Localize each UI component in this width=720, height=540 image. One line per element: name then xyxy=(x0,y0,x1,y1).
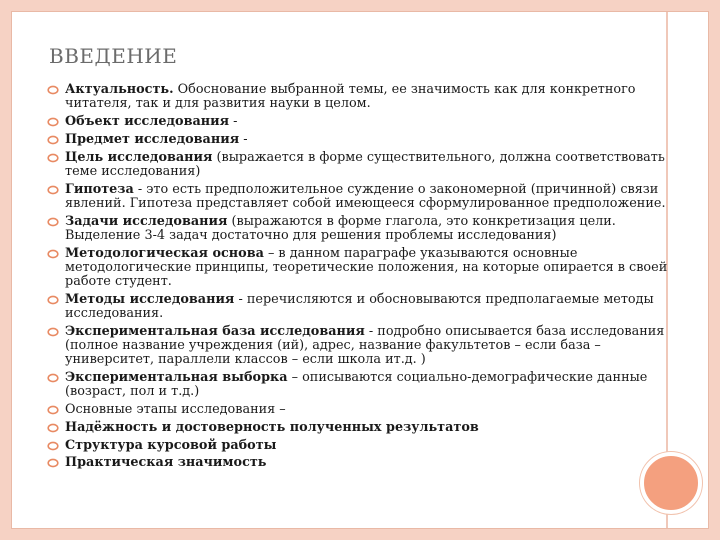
bullet-text: - перечисляются и обосновываются предполагаемые методы исследования. xyxy=(65,291,654,321)
ring-bullet-icon xyxy=(47,373,59,383)
ring-bullet-icon xyxy=(47,117,59,127)
bullet-text: – описываются социально-демографические данные (возраст, пол и т.д.) xyxy=(65,370,648,400)
bullet-item-goal xyxy=(45,151,675,179)
bullet-list xyxy=(45,83,675,474)
bullet-term: Методы исследования xyxy=(65,291,235,307)
bullet-text: - xyxy=(229,114,238,129)
ring-bullet-icon xyxy=(47,441,59,451)
bullet-item-methodology xyxy=(45,247,675,290)
decorative-circle xyxy=(640,452,702,514)
slide xyxy=(11,11,709,529)
bullet-item-object xyxy=(45,115,675,129)
bullet-text: - xyxy=(239,131,248,147)
bullet-item-subject xyxy=(45,133,675,147)
bullet-term: Надёжность и достоверность полученных результатов xyxy=(65,419,479,435)
bullet-text: Обоснование выбранной темы, ее значимость как для конкретного читателя, так и для развития науки в целом. xyxy=(65,82,636,112)
bullet-item-hypothesis xyxy=(45,183,675,211)
bullet-text: - подробно описывается база исследования (полное название учреждения (ий), адрес, название факультетов – если база – университет, параллели классов – если школа ит.д. ) xyxy=(65,323,665,368)
ring-bullet-icon xyxy=(47,327,59,337)
bullet-item-stages xyxy=(45,403,675,417)
ring-bullet-icon xyxy=(47,153,59,163)
bullet-term: Структура курсовой работы xyxy=(65,437,277,453)
bullet-term: Экспериментальная база исследования xyxy=(65,323,365,339)
ring-bullet-icon xyxy=(47,185,59,195)
bullet-term: Гипотеза xyxy=(65,181,134,197)
bullet-term: Цель исследования xyxy=(65,149,213,165)
ring-bullet-icon xyxy=(47,85,59,95)
bullet-term: Объект исследования xyxy=(65,114,230,129)
ring-bullet-icon xyxy=(47,217,59,227)
bullet-term: Задачи исследования xyxy=(65,213,228,229)
ring-bullet-icon xyxy=(47,405,59,415)
bullet-item-relevance xyxy=(45,83,675,111)
ring-bullet-icon xyxy=(47,135,59,145)
ring-bullet-icon xyxy=(47,458,59,468)
ring-bullet-icon xyxy=(47,249,59,259)
bullet-item-methods xyxy=(45,293,675,321)
slide-title: ВВЕДЕНИЕ xyxy=(49,44,178,68)
bullet-item-experimental-sample xyxy=(45,371,675,399)
bullet-term: Экспериментальная выборка xyxy=(65,370,288,385)
bullet-item-tasks xyxy=(45,215,675,243)
bullet-term: Методологическая основа xyxy=(65,245,264,261)
bullet-term: Практическая значимость xyxy=(65,455,267,471)
bullet-term: Актуальность. xyxy=(65,82,174,97)
ring-bullet-icon xyxy=(47,423,59,433)
bullet-term: Предмет исследования xyxy=(65,131,240,147)
ring-bullet-icon xyxy=(47,295,59,305)
bullet-text: Основные этапы исследования – xyxy=(65,402,286,417)
bullet-item-reliability xyxy=(45,421,675,435)
bullet-text: – в данном параграфе указываются основные методологические принципы, теоретические положения, на которые опирается в своей работе студент. xyxy=(65,245,668,289)
bullet-text: (выражаются в форме глагола, это конкретизация цели. Выделение 3-4 задач достаточно для решения проблемы исследования) xyxy=(65,213,616,243)
bullet-item-practical-significance xyxy=(45,456,675,470)
bullet-item-experimental-base xyxy=(45,325,675,368)
bullet-item-structure xyxy=(45,439,675,453)
bullet-text: (выражается в форме существительного, должна соответствовать теме исследования) xyxy=(65,149,665,179)
bullet-text: - это есть предположительное суждение о закономерной (причинной) связи явлений. Гипотеза представляет собой имеющееся сформулированное предположение. xyxy=(65,181,666,211)
